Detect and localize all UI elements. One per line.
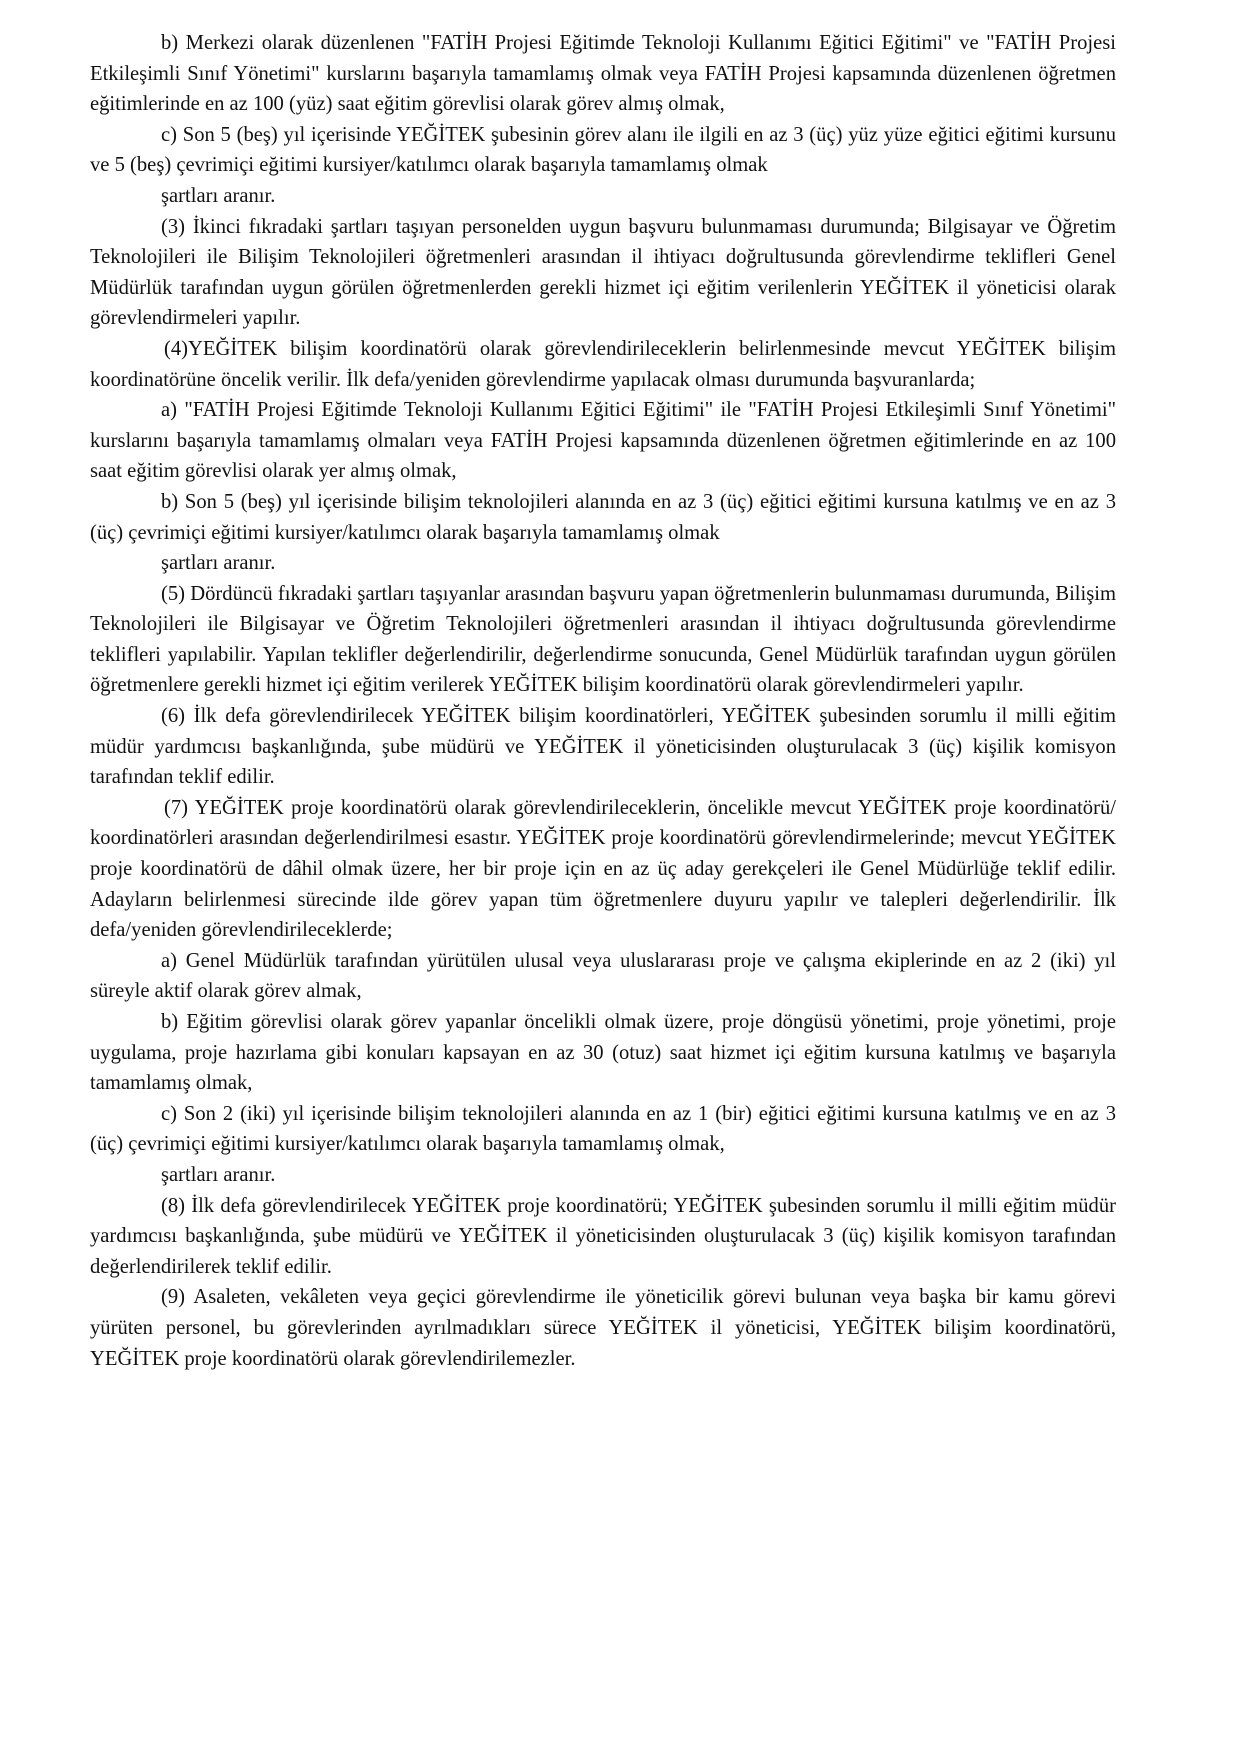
paragraph-conditions-2: şartları aranır.	[161, 552, 276, 575]
paragraph-4: (4)YEĞİTEK bilişim koordinatörü olarak görevlendirileceklerin belirlenmesinde mevcut YEĞİTEK bilişim koordinatörüne öncelik verilir. İlk defa/yeniden görevlendirme yapılacak olması durumunda başvuranlarda;	[90, 337, 1116, 391]
paragraph-7c: c) Son 2 (iki) yıl içerisinde bilişim teknolojileri alanında en az 1 (bir) eğitici eğitimi kursuna katılmış ve en az 3 (üç) çevrimiçi eğitimi kursiyer/katılımcı olarak başarıyla tamamlamış olmak,	[90, 1102, 1116, 1156]
paragraph-5: (5) Dördüncü fıkradaki şartları taşıyanlar arasından başvuru yapan öğretmenlerin bulunmaması durumunda, Bilişim Teknolojileri ile Bilgisayar ve Öğretim Teknolojileri öğretmenleri arasından il ihtiyacı doğrultusunda görevlendirme teklifleri yapılabilir. Yapılan teklifler değerlendirilir, değerlendirme sonucunda, Genel Müdürlük tarafından uygun görülen öğretmenlere gerekli hizmet içi eğitim verilerek YEĞİTEK bilişim koordinatörü olarak görevlendirmeleri yapılır.	[90, 582, 1116, 697]
document-page	[90, 28, 1116, 1374]
paragraph-3: (3) İkinci fıkradaki şartları taşıyan personelden uygun başvuru bulunmaması durumunda; Bilgisayar ve Öğretim Teknolojileri ile Bilişim Teknolojileri öğretmenleri arasından il ihtiyacı doğrultusunda görevlendirme teklifleri Genel Müdürlük tarafından uygun görülen öğretmenlerden gerekli hizmet içi eğitim verilenlerin YEĞİTEK il yöneticisi olarak görevlendirmeleri yapılır.	[90, 215, 1116, 330]
paragraph-4a: a) "FATİH Projesi Eğitimde Teknoloji Kullanımı Eğitici Eğitimi" ile "FATİH Projesi Etkileşimli Sınıf Yönetimi" kurslarını başarıyla tamamlamış olmaları veya FATİH Projesi kapsamında düzenlenen öğretmen eğitimlerinde en az 100 saat eğitim görevlisi olarak yer almış olmak,	[90, 399, 1116, 483]
paragraph-8: (8) İlk defa görevlendirilecek YEĞİTEK proje koordinatörü; YEĞİTEK şubesinden sorumlu il milli eğitim müdür yardımcısı başkanlığında, şube müdürü ve YEĞİTEK il yöneticisinden oluşturulacak 3 (üç) kişilik komisyon tarafından değerlendirilerek teklif edilir.	[90, 1194, 1116, 1278]
paragraph-7b: b) Eğitim görevlisi olarak görev yapanlar öncelikli olmak üzere, proje döngüsü yönetimi, proje yönetimi, proje uygulama, proje hazırlama gibi konuları kapsayan en az 30 (otuz) saat hizmet içi eğitim kursuna katılmış ve başarıyla tamamlamış olmak,	[90, 1011, 1116, 1095]
paragraph-9: (9) Asaleten, vekâleten veya geçici görevlendirme ile yöneticilik görevi bulunan veya başka bir kamu görevi yürüten personel, bu görevlerinden ayrılmadıkları sürece YEĞİTEK il yöneticisi, YEĞİTEK bilişim koordinatörü, YEĞİTEK proje koordinatörü olarak görevlendirilemezler.	[90, 1286, 1116, 1370]
paragraph-4b: b) Son 5 (beş) yıl içerisinde bilişim teknolojileri alanında en az 3 (üç) eğitici eğitimi kursuna katılmış ve en az 3 (üç) çevrimiçi eğitimi kursiyer/katılımcı olarak başarıyla tamamlamış olmak	[90, 490, 1116, 544]
paragraph-7a: a) Genel Müdürlük tarafından yürütülen ulusal veya uluslararası proje ve çalışma ekiplerinde en az 2 (iki) yıl süreyle aktif olarak görev almak,	[90, 949, 1116, 1003]
paragraph-2c: c) Son 5 (beş) yıl içerisinde YEĞİTEK şubesinin görev alanı ile ilgili en az 3 (üç) yüz yüze eğitici eğitimi kursunu ve 5 (beş) çevrimiçi eğitimi kursiyer/katılımcı olarak başarıyla tamamlamış olmak	[90, 123, 1116, 177]
paragraph-7: (7) YEĞİTEK proje koordinatörü olarak görevlendirileceklerin, öncelikle mevcut YEĞİTEK proje koordinatörü/ koordinatörleri arasından değerlendirilmesi esastır. YEĞİTEK proje koordinatörü görevlendirmelerinde; mevcut YEĞİTEK proje koordinatörü de dâhil olmak üzere, her bir proje için en az üç aday gerekçeleri ile Genel Müdürlüğe teklif edilir. Adayların belirlenmesi sürecinde ilde görev yapan tüm öğretmenlere duyuru yapılır ve talepleri değerlendirilir. İlk defa/yeniden görevlendirileceklerde;	[90, 796, 1116, 942]
paragraph-6: (6) İlk defa görevlendirilecek YEĞİTEK bilişim koordinatörleri, YEĞİTEK şubesinden sorumlu il milli eğitim müdür yardımcısı başkanlığında, şube müdürü ve YEĞİTEK il yöneticisinden oluşturulacak 3 (üç) kişilik komisyon tarafından teklif edilir.	[90, 705, 1116, 789]
paragraph-conditions-1: şartları aranır.	[161, 184, 276, 207]
paragraph-2b: b) Merkezi olarak düzenlenen "FATİH Projesi Eğitimde Teknoloji Kullanımı Eğitici Eğitimi" ve "FATİH Projesi Etkileşimli Sınıf Yönetimi" kurslarını başarıyla tamamlamış olmak veya FATİH Projesi kapsamında düzenlenen öğretmen eğitimlerinde en az 100 (yüz) saat eğitim görevlisi olarak görev almış olmak,	[90, 32, 1116, 116]
paragraph-conditions-3: şartları aranır.	[161, 1163, 276, 1186]
